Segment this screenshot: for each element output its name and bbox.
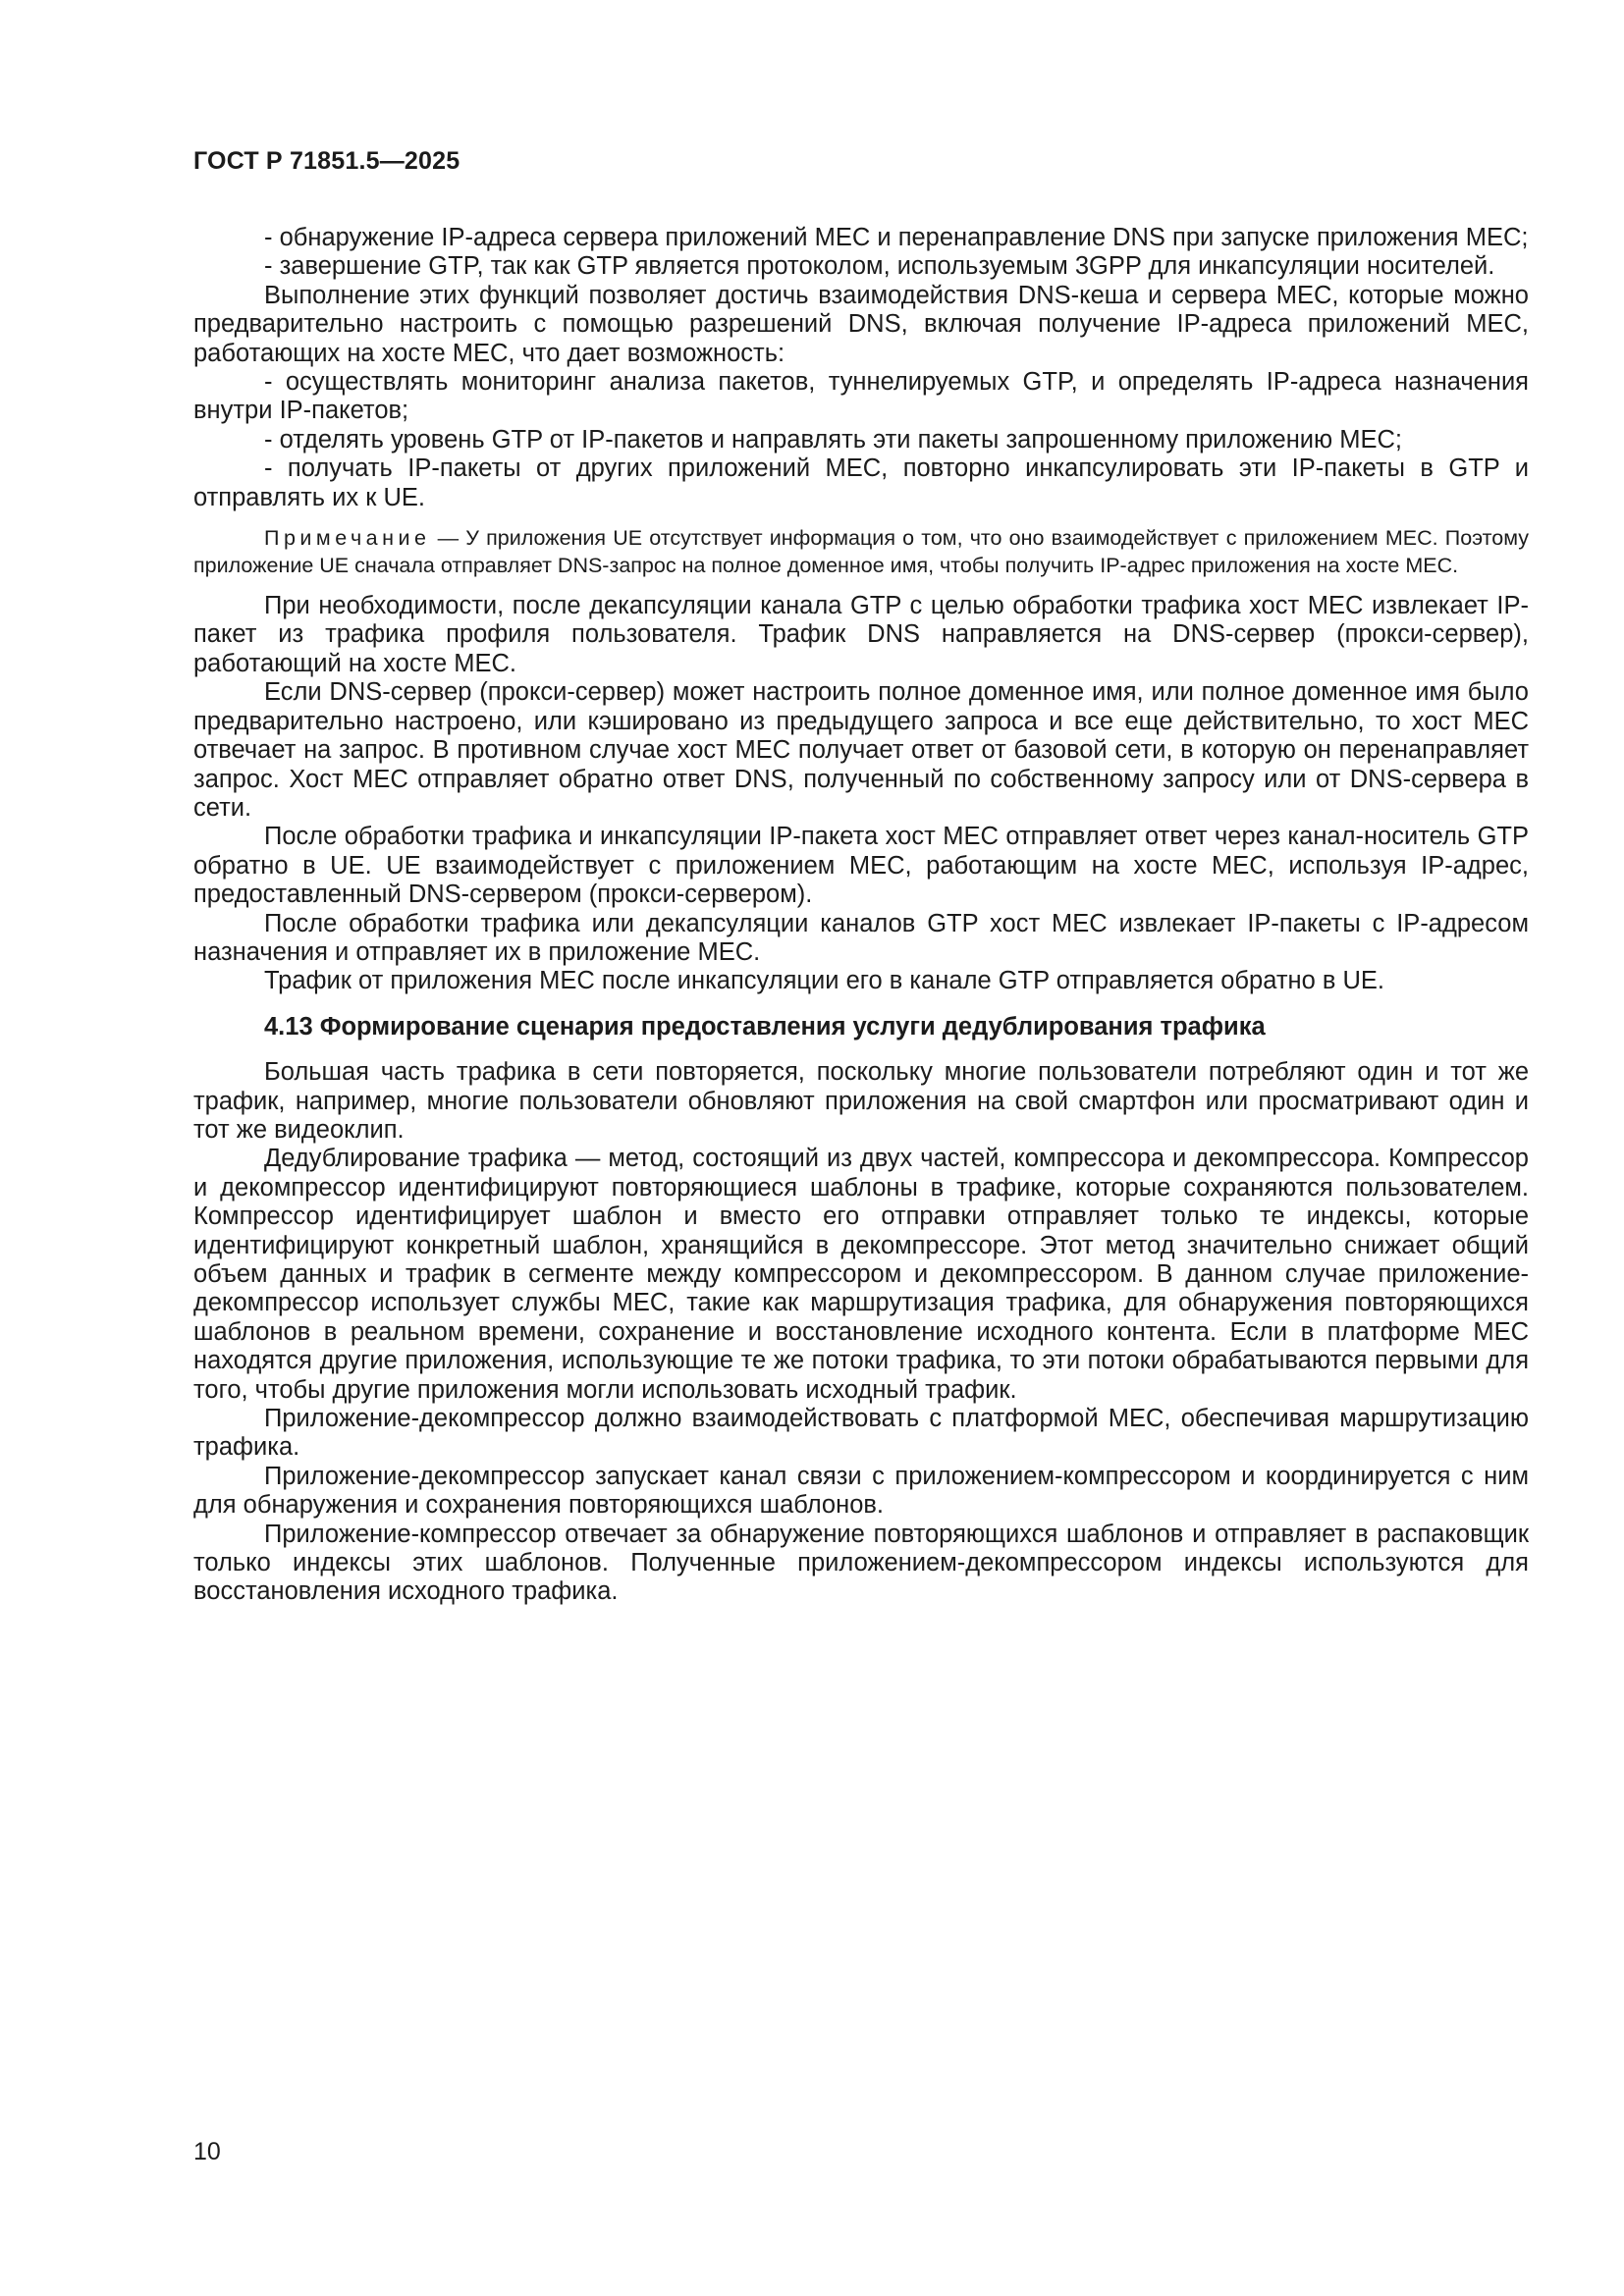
list-item: - завершение GTP, так как GTP является протоколом, используемым 3GPP для инкапсуляции носителей.: [264, 252, 1495, 281]
list-item: - осуществлять мониторинг анализа пакетов, туннелируемых GTP, и определять IP-адреса назначения внутри IP-пакетов;: [193, 368, 1529, 425]
note-text: — У приложения UE отсутствует информация о том, что оно взаимодействует с приложением MEC. Поэтому приложение UE сначала отправляет DNS-запрос на полное доменное имя, чтобы получить IP-адрес приложения на хосте MEC.: [193, 526, 1529, 578]
list-item: - получать IP-пакеты от других приложений MEC, повторно инкапсулировать эти IP-пакеты в GTP и отправлять их к UE.: [193, 454, 1529, 511]
paragraph: Приложение-декомпрессор должно взаимодействовать с платформой MEC, обеспечивая маршрутизацию трафика.: [193, 1405, 1529, 1462]
note: [193, 524, 1529, 579]
paragraph: Трафик от приложения MEC после инкапсуляции его в канале GTP отправляется обратно в UE.: [264, 967, 1385, 995]
paragraph: При необходимости, после декапсуляции канала GTP с целью обработки трафика хост MEC извлекает IP-пакет из трафика профиля пользователя. Трафик DNS направляется на DNS-сервер (прокси-сервер), работающий на хосте MEC.: [193, 592, 1529, 677]
paragraph: После обработки трафика и инкапсуляции IP-пакета хост MEC отправляет ответ через канал-носитель GTP обратно в UE. UE взаимодействует с приложением MEC, работающим на хосте MEC, используя IP-адрес, предоставленный DNS-сервером (прокси-сервером).: [193, 823, 1529, 909]
paragraph: Выполнение этих функций позволяет достичь взаимодействия DNS-кеша и сервера MEC, которые можно предварительно настроить с помощью разрешений DNS, включая получение IP-адреса приложений MEC, работающих на хосте MEC, что дает возможность:: [193, 281, 1529, 367]
document-header: ГОСТ Р 71851.5—2025: [193, 147, 460, 175]
paragraph: Если DNS-сервер (прокси-сервер) может настроить полное доменное имя, или полное доменное имя было предварительно настроено, или кэшировано из предыдущего запроса и все еще действительно, то хост MEC отвечает на запрос. В противном случае хост MEC получает ответ от базовой сети, в которую он перенаправляет запрос. Хост MEC отправляет обратно ответ DNS, полученный по собственному запросу или от DNS-сервера в сети.: [193, 678, 1529, 822]
paragraph: После обработки трафика или декапсуляции каналов GTP хост MEC извлекает IP-пакеты с IP-адресом назначения и отправляет их в приложение MEC.: [193, 909, 1529, 966]
paragraph: Большая часть трафика в сети повторяется, поскольку многие пользователи потребляют один и тот же трафик, например, многие пользователи обновляют приложения на свой смартфон или просматривают один и тот же видеоклип.: [193, 1058, 1529, 1144]
paragraph: Приложение-компрессор отвечает за обнаружение повторяющихся шаблонов и отправляет в распаковщик только индексы этих шаблонов. Полученные приложением-декомпрессором индексы используются для восстановления исходного трафика.: [193, 1520, 1529, 1606]
list-item: - обнаружение IP-адреса сервера приложений MEC и перенаправление DNS при запуске приложения MEC;: [264, 224, 1529, 251]
document-body: [193, 224, 1529, 1607]
note-label: Примечание: [264, 526, 431, 551]
page-number: 10: [193, 2138, 221, 2165]
paragraph: Дедублирование трафика — метод, состоящий из двух частей, компрессора и декомпрессора. Компрессор и декомпрессор идентифицируют повторяющиеся шаблоны в трафике, которые сохраняются пользователем. Компрессор идентифицирует шаблон и вместо его отправки отправляет только те индексы, которые идентифицируют конкретный шаблон, хранящийся в декомпрессоре. Этот метод значительно снижает общий объем данных и трафик в сегменте между компрессором и декомпрессором. В данном случае приложение-декомпрессор использует службы MEC, такие как маршрутизация трафика, для обнаружения повторяющихся шаблонов в реальном времени, сохранение и восстановление исходного контента. Если в платформе MEC находятся другие приложения, использующие те же потоки трафика, то эти потоки обрабатываются первыми для того, чтобы другие приложения могли использовать исходный трафик.: [193, 1145, 1529, 1404]
list-item: - отделять уровень GTP от IP-пакетов и направлять эти пакеты запрошенному приложению MEC;: [264, 425, 1402, 454]
section-title: 4.13 Формирование сценария предоставления услуги дедублирования трафика: [264, 1012, 1266, 1041]
paragraph: Приложение-декомпрессор запускает канал связи с приложением-компрессором и координируется с ним для обнаружения и сохранения повторяющихся шаблонов.: [193, 1462, 1529, 1520]
